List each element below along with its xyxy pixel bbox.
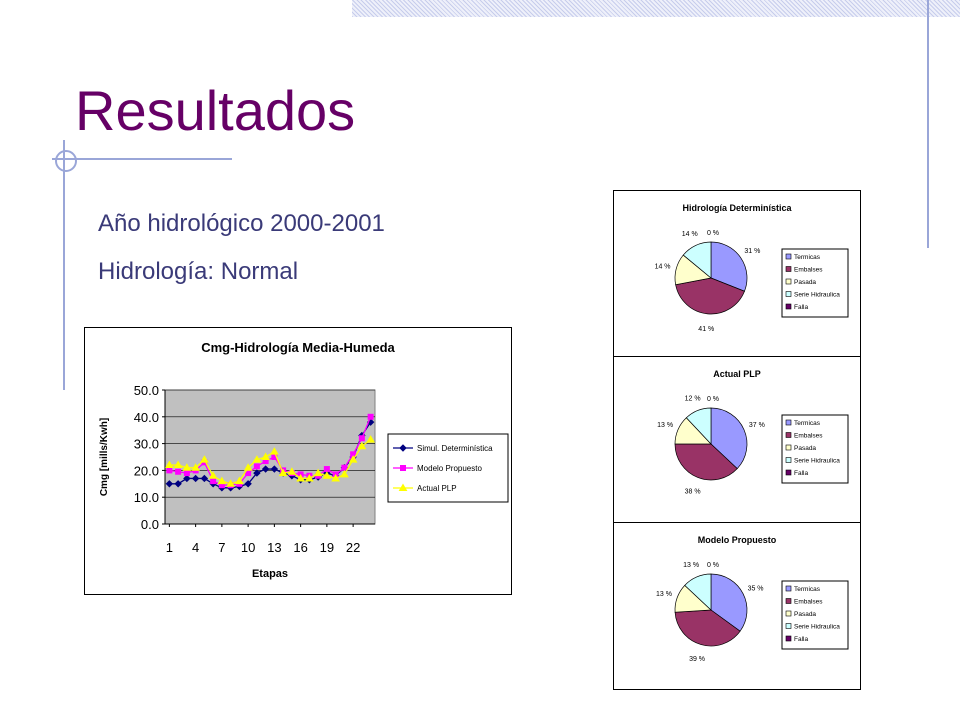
pie-legend-swatch [786,636,791,641]
pie-legend-label: Pasada [794,445,817,452]
pie-chart-panel-1 [613,190,861,358]
pie-legend-label: Falla [794,470,809,477]
pie-pct-label: 13 % [683,562,700,570]
pie-pct-label: 12 % [684,395,701,403]
line-chart-panel [84,327,512,595]
pie-pct-label: 0 % [706,562,720,569]
pie-legend-swatch [786,458,791,463]
pie-pct-label: 35 % [747,585,764,593]
pie-legend-swatch [786,445,791,450]
legend-label: Modelo Propuesto [417,464,482,473]
x-tick-label: 4 [192,540,200,555]
legend-label: Simul. Determinística [417,444,493,453]
pie-legend-label: Termicas [794,586,821,593]
pie-legend-label: Serie Hidraulica [794,291,840,299]
line-chart-title: Cmg-Hidrología Media-Humeda [201,340,395,355]
pie-pct-label: 39 % [689,656,706,664]
decorative-vertical-line [63,140,65,390]
decorative-horizontal-line [52,158,232,160]
pie-legend-label: Pasada [794,611,817,618]
pie-title: Hidrología Determinística [682,203,792,213]
pie-legend-swatch [786,599,791,604]
pie-legend-label: Termicas [794,254,821,261]
pie-legend-swatch [786,611,791,616]
decorative-circle [55,150,77,172]
series-point [184,471,189,476]
slide-title: Resultados [75,79,356,142]
decorative-vertical-line-right [927,0,929,248]
pie-legend-label: Falla [794,636,809,643]
pie-pct-label: 13 % [657,422,674,430]
pie-legend-swatch [786,624,791,629]
pie-chart-panel-3 [613,522,861,690]
x-tick-label: 16 [293,540,308,555]
series-point [254,464,259,469]
x-tick-label: 7 [218,540,226,555]
pie-chart-modelo-propuesto [614,523,860,689]
legend-label: Actual PLP [417,484,457,493]
x-tick-label: 10 [240,540,256,555]
pie-pct-label: 14 % [654,263,671,271]
pie-legend-swatch [786,420,791,425]
pie-legend-swatch [786,433,791,438]
pie-legend-swatch [786,254,791,259]
pie-legend-label: Falla [794,304,809,311]
pie-legend-swatch [786,586,791,591]
series-point [324,467,329,472]
x-tick-label: 19 [319,540,335,555]
pie-legend-swatch [786,292,791,297]
series-point [368,414,373,419]
decorative-hatch-bar [352,0,960,17]
y-tick-label: 40.0 [133,409,159,425]
subtitle-hydrology: Hidrología: Normal [98,258,299,285]
y-tick-label: 20.0 [133,463,159,479]
y-tick-label: 30.0 [133,436,159,452]
plot-area [165,390,375,524]
pie-pct-label: 13 % [655,591,672,599]
line-chart [85,328,511,594]
y-axis-label: Cmg [mills/Kwh] [99,417,110,497]
series-point [167,468,172,473]
pie-legend-label: Serie Hidraulica [794,457,840,465]
x-tick-label: 1 [165,540,173,555]
pie-pct-label: 37 % [748,422,765,430]
pie-pct-label: 38 % [684,488,701,496]
series-point [359,436,364,441]
series-point [211,479,216,484]
pie-pct-label: 0 % [706,230,720,237]
x-axis-label: Etapas [251,568,289,580]
pie-legend-swatch [786,304,791,309]
pie-chart-panel-2 [613,356,861,524]
series-point [176,469,181,474]
legend-marker [401,466,406,471]
pie-legend-label: Embalses [794,266,823,274]
pie-legend-label: Serie Hidraulica [794,623,840,631]
pie-legend-swatch [786,279,791,284]
pie-pct-label: 0 % [706,396,720,403]
pie-legend-label: Embalses [794,432,823,440]
pie-legend-swatch [786,267,791,272]
y-tick-label: 50.0 [133,383,159,398]
pie-legend-label: Termicas [794,420,821,427]
pie-pct-label: 31 % [744,247,761,255]
pie-title: Actual PLP [713,369,761,379]
pie-chart-actual-plp [614,357,860,523]
pie-pct-label: 41 % [698,325,715,333]
subtitle-year: Año hidrológico 2000-2001 [98,210,385,237]
x-tick-label: 22 [345,540,361,555]
pie-legend-swatch [786,470,791,475]
series-point [342,465,347,470]
y-tick-label: 10.0 [133,490,159,506]
pie-title: Modelo Propuesto [697,535,777,545]
y-tick-label: 0.0 [140,517,159,532]
pie-pct-label: 14 % [681,230,698,238]
x-tick-label: 13 [267,540,282,555]
pie-chart-deterministica [614,191,860,357]
pie-legend-label: Embalses [794,598,823,606]
pie-legend-label: Pasada [794,279,817,286]
